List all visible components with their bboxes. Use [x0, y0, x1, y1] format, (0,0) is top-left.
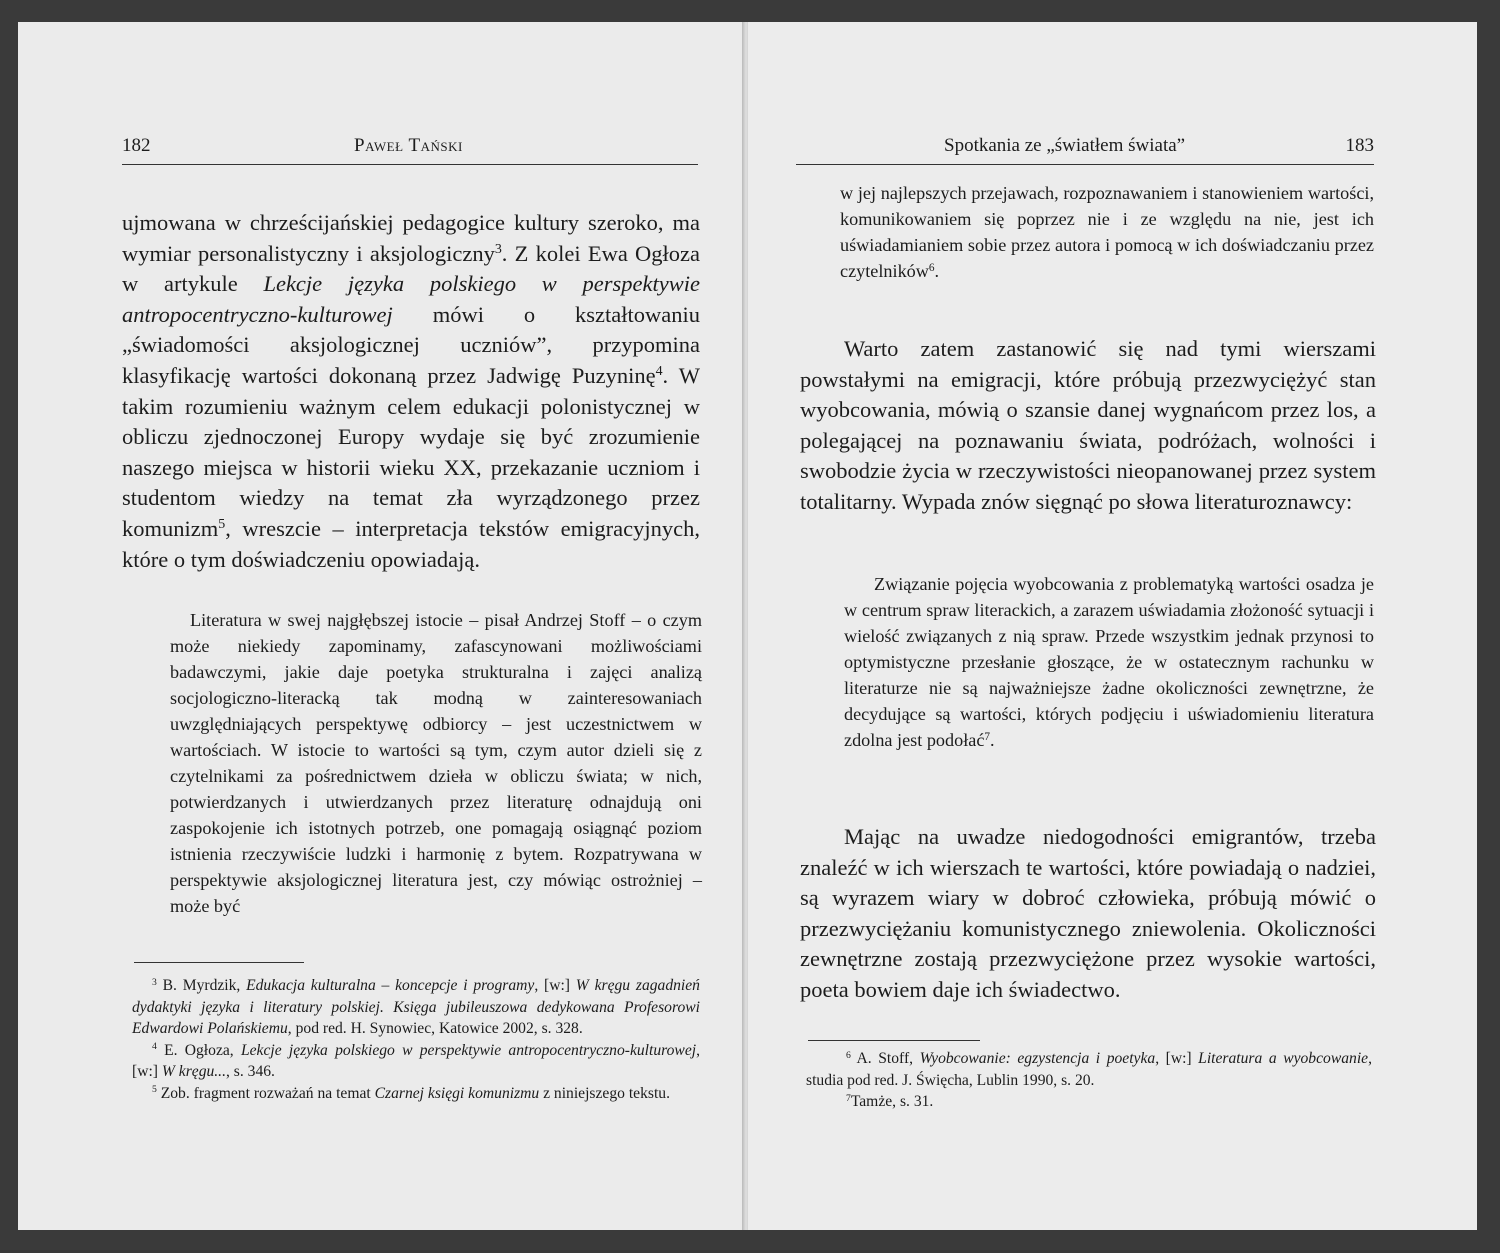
text-run: . Z kolei Ewa Ogłoza w artykule — [122, 240, 701, 297]
quote-paragraph — [840, 180, 1374, 284]
footnote-ref: 3 — [494, 241, 502, 257]
footnote-ref: 6 — [928, 261, 935, 274]
text-run: , s. 346. — [225, 1063, 275, 1080]
left-page — [18, 22, 744, 1230]
right-footnotes — [806, 1048, 1372, 1113]
right-body-text-2 — [800, 822, 1376, 1006]
page-number: 182 — [122, 135, 151, 156]
text-run: ujmowana w chrześcijańskiej pedagogice kultury szeroko, ma wymiar personalistyczny i aksjologiczny — [122, 210, 700, 266]
footnote-ref: 7 — [846, 1092, 851, 1104]
quote-paragraph — [844, 571, 1374, 753]
italic-title: Lekcje języka polskiego w perspektywie antropocentryczno-kulturowej — [240, 1041, 697, 1059]
footnote-ref: 3 — [152, 976, 157, 988]
text-run: . — [990, 730, 995, 750]
text-run: B. Myrdzik, — [156, 977, 247, 994]
footnote-ref: 4 — [655, 364, 663, 380]
italic-title: W kręgu... — [161, 1063, 226, 1080]
footnote-separator — [134, 962, 304, 963]
text-run: . W takim rozumieniu ważnym celem edukacji polonistycznej w obliczu zjednoczonej Europy wydaje się być zrozumienie naszego miejsca w historii wieku XX, przekazanie uczniom i studentom wiedzy na temat zła wyrządzonego przez komunizm — [122, 362, 700, 541]
text-run: Literatura w swej najgłębszej istocie – pisał Andrzej Stoff – o czym może niekiedy zapominamy, zafascynowani możliwościami badawczymi, jakie daje poetyka strukturalna i zajęci analizą socjologiczno-literacką tak modną w zainteresowaniach uwzględniających perspektywę odbiorcy – jest uczestnictwem w wartościach. W istocie to wartości są tym, czym autor dzieli się z czytelnikami za pośrednictwem dzieła w obliczu świata; w nich, potwierdzanych i utwierdzanych przez literaturę odnajdują oni zaspokojenie ich istotnych potrzeb, one pomagają osiągnąć poziom istnienia rzeczywiście ludzki i harmonię z bytem. Rozpatrywana w perspektywie aksjologicznej literatura jest, czy mówiąc ostrożniej – może być — [170, 610, 702, 916]
page-number: 183 — [1345, 135, 1374, 156]
footnote-3 — [132, 975, 700, 1040]
left-footnotes — [132, 975, 700, 1104]
footnote-ref: 5 — [218, 517, 226, 533]
text-run: Zob. fragment rozważań na temat — [156, 1084, 375, 1102]
text-run: Warto zatem zastanowić się nad tymi wierszami powstałymi na emigracji, które próbują przezwyciężyć stan wyobcowania, mówią o szansie danej wygnańcom przez los, a polegającej na poznawaniu świata, podróżach, wolności i swobodzie życia w rzeczywistości nieopanowanej przez system totalitarny. Wypada znów sięgnąć po słowa literaturoznawcy: — [800, 336, 1376, 514]
text-run: Mając na uwadze niedogodności emigrantów, trzeba znaleźć w ich wierszach te wartości, które powiadają o nadziei, są wyrazem wiary w dobroć człowieka, próbują mówić o przezwyciężaniu komunistycznego zniewolenia. Okoliczności zewnętrzne zostają przezwyciężone przez wysokie wartości, poeta bowiem daje ich świadectwo. — [800, 824, 1376, 1002]
italic-title: Czarnej księgi komunizmu — [374, 1084, 540, 1102]
italic-title: Wyobcowanie: egzystencja i poetyka — [919, 1050, 1156, 1067]
body-paragraph — [800, 822, 1376, 1006]
text-run: E. Ogłoza, — [156, 1041, 241, 1059]
italic-title: Lekcje języka polskiego w perspektywie antropocentryczno-kulturowej — [122, 271, 700, 327]
text-run: , wreszcie – interpretacja tekstów emigracyjnych, które o tym doświadczeniu opowiadają. — [122, 515, 700, 572]
running-head-title: Spotkania ze „światłem świata” — [944, 135, 1186, 156]
footnote-ref: 7 — [984, 730, 991, 743]
footnote-separator — [808, 1040, 980, 1041]
text-run: mówi o kształtowaniu „świadomości aksjologicznej uczniów”, przypomina klasyfikację wartości dokonaną przez Jadwigę Puzyninę — [122, 301, 700, 388]
text-run: , [w:] — [1155, 1050, 1199, 1067]
text-run: Związanie pojęcia wyobcowania z problematyką wartości osadza je w centrum spraw literackich, a zarazem uświadamia złożoność sytuacji i wielość związanych z nią spraw. Przede wszystkim jednak przynosi to optymistyczne przesłanie głoszące, że w ostatecznym rachunku w literaturze nie są najważniejsze żadne okoliczności zewnętrzne, że decydujące są wartości, których podjęciu i uświadomieniu literatura zdolna jest podołać — [844, 574, 1374, 750]
footnote-ref: 4 — [152, 1041, 157, 1053]
italic-title: Edukacja kulturalna – koncepcje i programy — [246, 977, 535, 994]
footnote-7 — [806, 1091, 1372, 1113]
footnote-6 — [806, 1048, 1372, 1091]
italic-title: W kręgu zagadnień dydaktyki języka i literatury polskiej. Księga jubileuszowa dedykowana Profesorowi Edwardowi Polańskiemu — [132, 977, 700, 1037]
left-page-header — [122, 128, 698, 165]
right-body-text-1 — [800, 334, 1376, 518]
text-run: A. Stoff, — [850, 1050, 920, 1067]
body-paragraph — [800, 334, 1376, 518]
footnote-5 — [132, 1083, 700, 1105]
italic-title: Literatura a wyobcowanie — [1198, 1050, 1369, 1067]
block-quote-continued — [840, 180, 1374, 284]
block-quote-stoff-2 — [844, 571, 1374, 753]
running-head-author: Paweł Tański — [354, 135, 463, 156]
footnote-4 — [132, 1040, 700, 1083]
quote-paragraph — [170, 607, 702, 919]
text-run: , studia pod red. J. Święcha, Lublin 1990, s. 20. — [806, 1050, 1372, 1089]
block-quote-stoff — [170, 607, 702, 919]
text-run: , pod red. H. Synowiec, Katowice 2002, s. 328. — [287, 1020, 583, 1037]
footnote-ref: 5 — [152, 1084, 157, 1096]
text-run: , [w:] — [132, 1041, 700, 1080]
text-run: . — [934, 261, 940, 281]
text-run: z niniejszego tekstu. — [539, 1084, 670, 1102]
text-run: w jej najlepszych przejawach, rozpoznawaniem i stanowieniem wartości, komunikowaniem się poprzez nie i ze względu na nie, jest ich uświadamianiem sobie przez autora i pomocą w ich doświadczaniu przez czytelników — [840, 183, 1374, 281]
right-page-header — [796, 128, 1374, 165]
footnote-ref: 6 — [846, 1049, 851, 1061]
body-paragraph — [122, 208, 700, 575]
left-body-text — [122, 208, 700, 575]
right-page — [748, 22, 1477, 1230]
text-run: Tamże, s. 31. — [850, 1093, 934, 1110]
text-run: , [w:] — [534, 977, 576, 994]
